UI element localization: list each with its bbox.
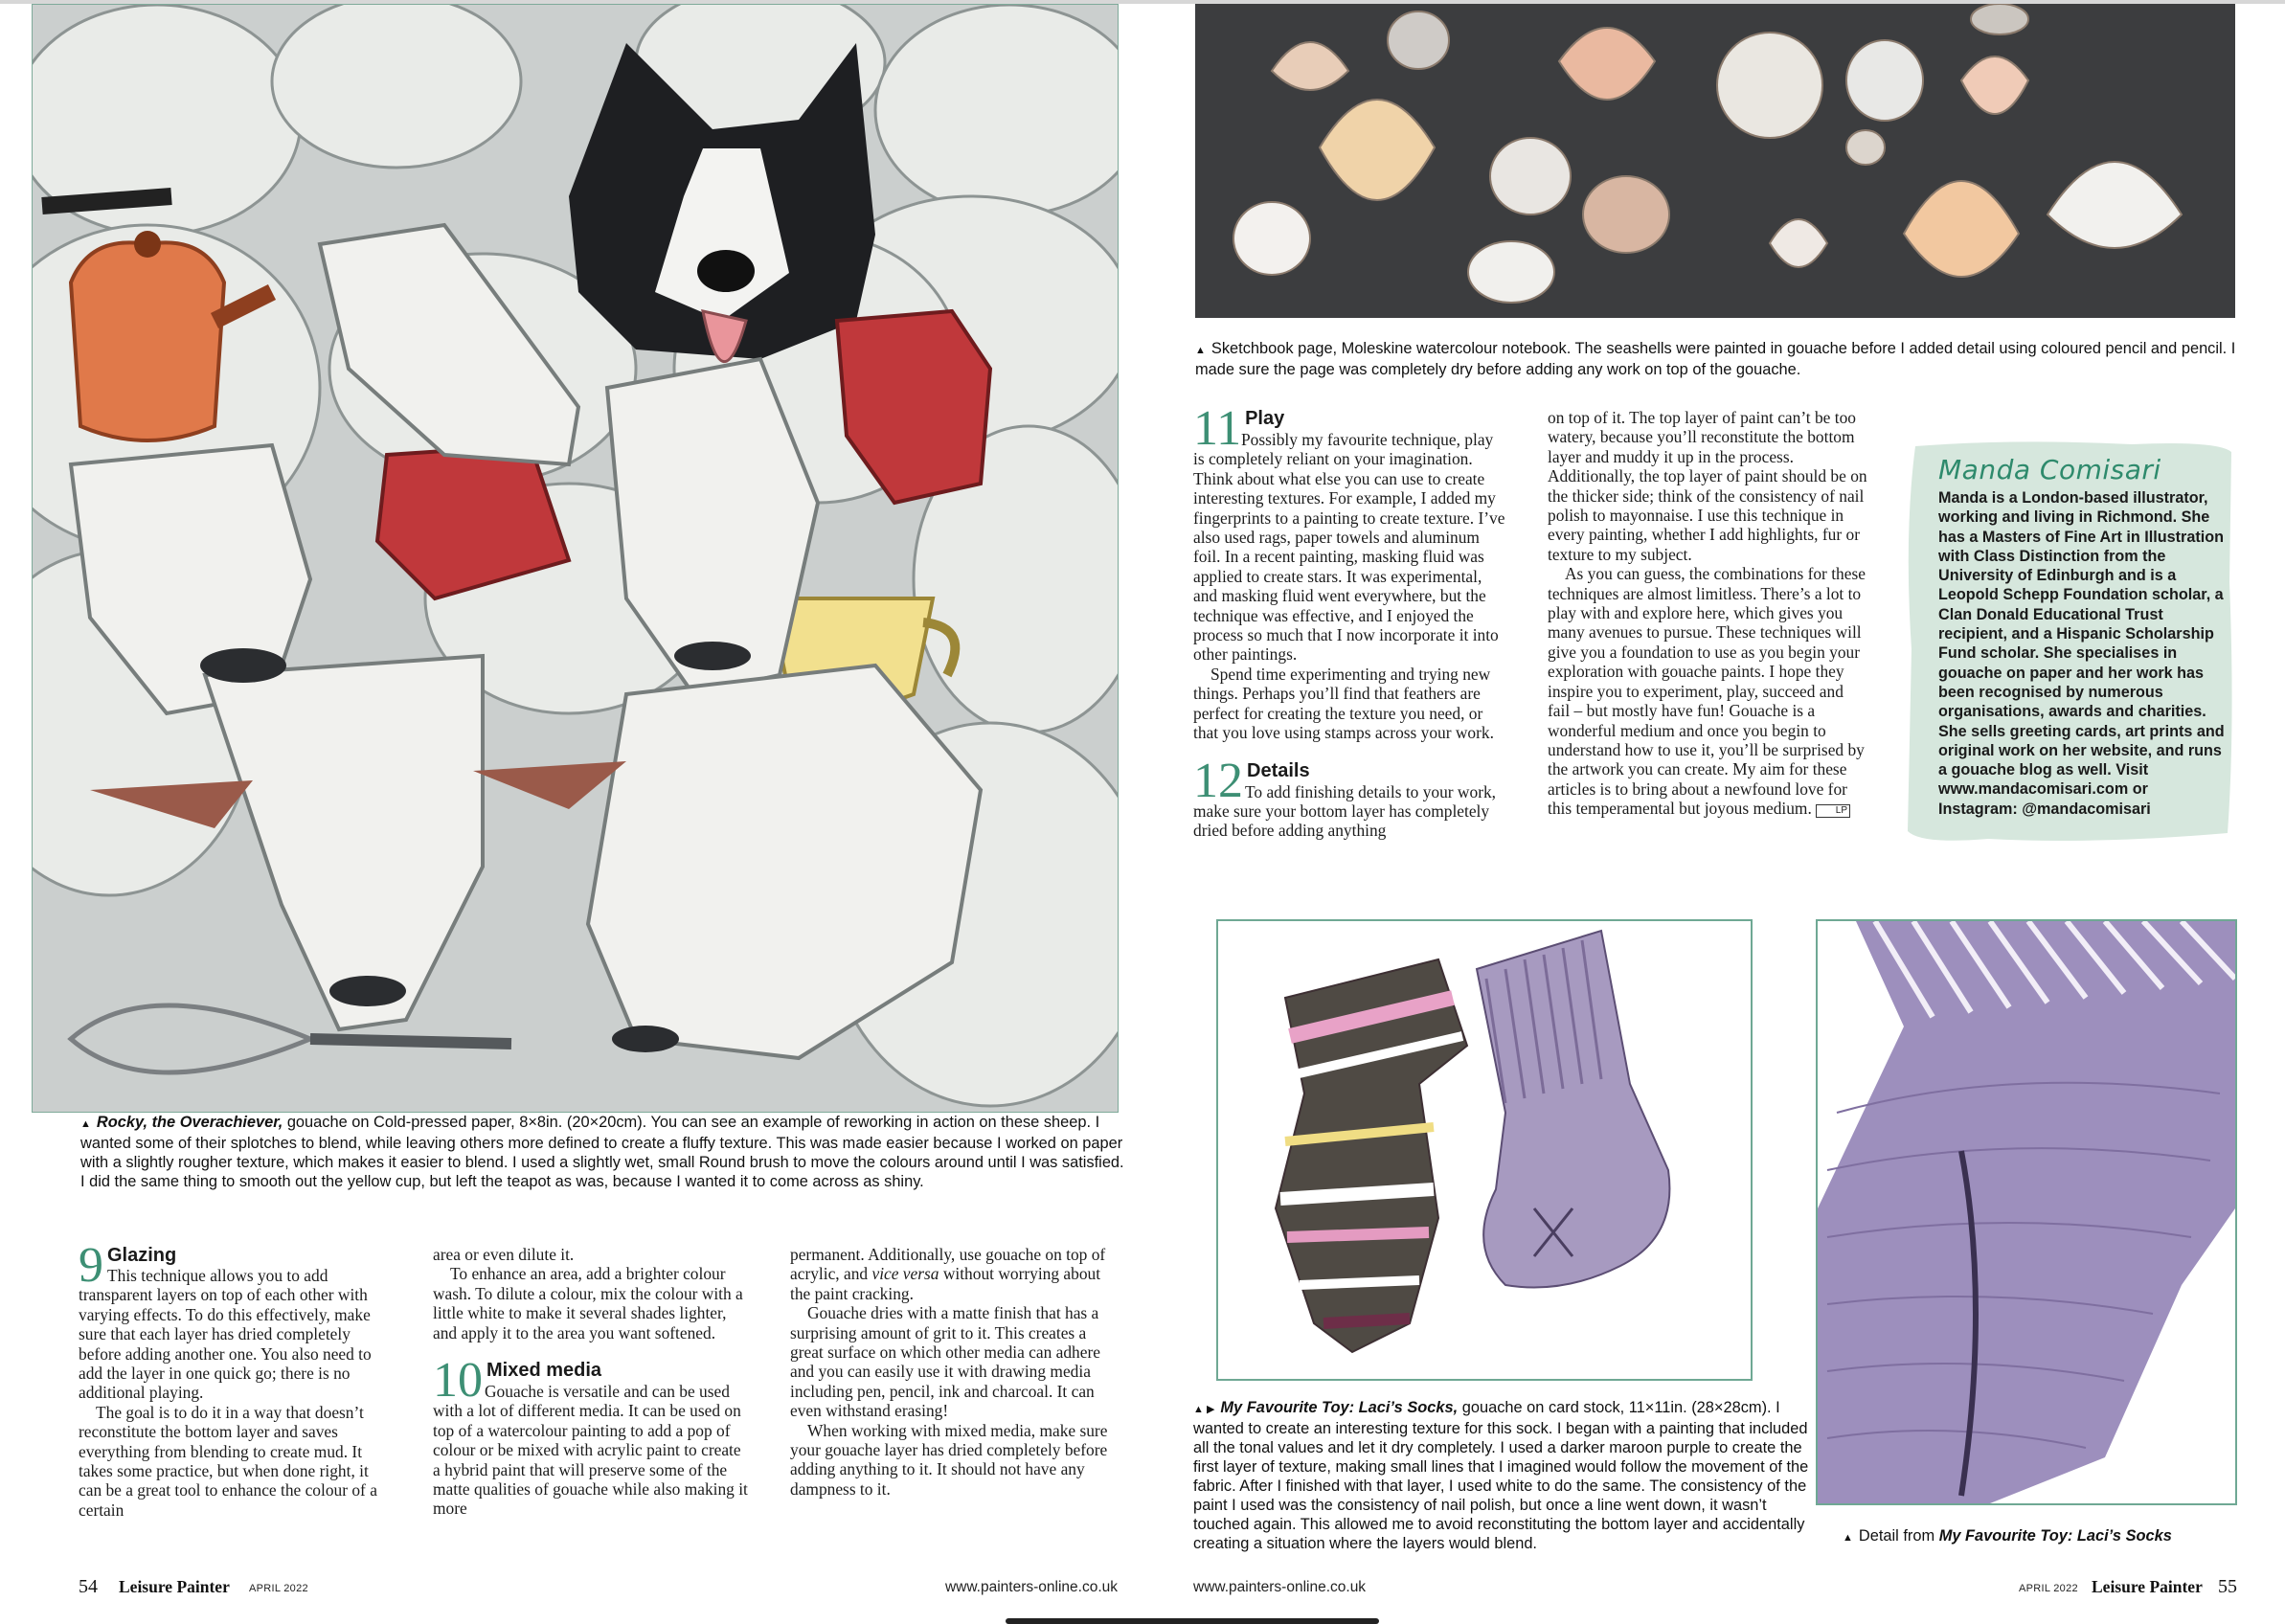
painting-caption [80,1113,1124,1191]
column-3-continuation [790,1245,1108,1303]
column-b-para-2 [1548,564,1867,818]
detail-caption-prefix: Detail from [1858,1527,1939,1545]
seashells-illustration [1195,4,2235,318]
right-footer [1193,1576,2237,1601]
left-magazine-brand: Leisure Painter [119,1577,230,1596]
sock-detail-illustration [1818,921,2235,1503]
step-12-lead: To add finishing details to your work, make sure your bottom layer has completely dried before adding anything [1193,781,1497,841]
step-11-para-2: Spend time experimenting and trying new things. Perhaps you’ll find that feathers are perfect for creating the texture you need, or that you love using stamps across your work. [1193,664,1494,743]
socks-illustration [1218,921,1751,1379]
column-3-cont-b: without worrying about the paint cracking. [790,1264,1101,1303]
step-9-title: Glazing [107,1245,177,1266]
caption-title: Rocky, the Overachiever, [96,1114,283,1131]
left-page-number: 54 [79,1576,98,1597]
step-12-number: 12 [1193,753,1243,808]
detail-caption [1843,1526,2235,1547]
right-issue-date: APRIL 2022 [2019,1583,2078,1594]
detail-caption-marker-triangle-icon: ▲ [1843,1532,1853,1544]
left-issue-date: APRIL 2022 [249,1583,308,1594]
column-3 [790,1245,1108,1499]
step-9-lead: This technique allows you to add transparent layers on top of each other with varying effects. To do this effectively, make sure that each layer has dried completely before adding another one. You also need to add the layer in one quick go; there is no additional playing. [79,1266,372,1403]
sketchbook-seashells-image [1195,4,2235,318]
detail-caption-title: My Favourite Toy: Laci’s Socks [1938,1527,2172,1545]
step-10-number: 10 [433,1353,483,1409]
painting-socks-detail [1816,919,2237,1505]
column-2-continuation: area or even dilute it. [433,1245,575,1264]
step-9-para-2: The goal is to do it in a way that doesn’t reconstitute the bottom layer and saves everything from blending to create mud. It takes some practice, but when done right, it can be a great tool to enhance the colour of a certain [79,1402,377,1520]
bio-text: Manda is a London-based illustrator, working and living in Richmond. She has a Masters of Fine Art in Illustration with Class Distinction from the University of Edinburgh and is a Leopold Schepp Foundation scholar, a Clan Donald Educational Trust recipient, and a Hispanic Scholarship Fund scholar. She specialises in gouache on paper and her work has been recognised by numerous organisations, awards and charities. She sells greeting cards, art prints and original work on her website, and runs a gouache blog as well. Visit www.mandacomisari.com or Instagram: @mandacomisari [1938,489,2225,818]
socks-caption-marker-icon: ▲ ▶ [1193,1404,1215,1415]
sketchbook-caption [1195,339,2237,379]
column-3-para-3: When working with mixed media, make sure your gouache layer has dried completely before adding anything to it. It should not have any dampness to it. [790,1420,1108,1499]
end-mark-icon: LP [1816,804,1850,818]
bio-author-name: Manda Comisari [1938,454,2161,485]
step-10-title: Mixed media [486,1360,602,1382]
column-b-continuation: on top of it. The top layer of paint can’t be too watery, because you’ll reconstitute the bottom layer and muddy it up in the process. Additionally, the top layer of paint should be on the thicker side; think of the consistency of nail polish to mayonnaise. I use this technique in every painting, whether I add highlights, fur or texture to my subject. [1548,408,1867,564]
step-12-title: Details [1247,759,1310,781]
author-bio-box [1902,439,2235,846]
sketchbook-caption-text: Sketchbook page, Moleskine watercolour notebook. The seashells were painted in gouache before I added detail using coloured pencil and pencil. I made sure the page was completely dry before adding any work on top of the gouache. [1195,340,2236,378]
socks-caption-text: gouache on card stock, 11×11in. (28×28cm). I wanted to create an interesting texture for this sock. I began with a painting that included all the tonal values and let it dry completely. I used a darker maroon purple to create the first layer of texture, making small lines that I imagined would follow the movement of the fabric. After I finished with that layer, I used white to do the same. The consistency of the paint I used was the consistency of nail polish, but once a line went down, it wasn’t touched again. This allowed me to avoid reconstituting the bottom layer and accidentally creating a situation where the layers would blend. [1193,1399,1809,1552]
caption-text: gouache on Cold-pressed paper, 8×8in. (20×20cm). You can see an example of reworking in action on these sheep. I wanted some of their splotches to blend, while leaving others more defined to create a fluffy texture. This was made easier because I worked on paper with a slightly rougher texture, which makes it easier to blend. I used a slightly wet, small Round brush to move the colours around until I was satisfied. I did the same thing to smooth out the yellow cup, but left the teapot as was, because I wanted it to come across as shiny. [80,1114,1124,1190]
column-play-details [1193,401,1507,841]
column-glazing [79,1238,383,1520]
column-3-cont-a: permanent. Additionally, use gouache on top of acrylic, and [790,1245,1106,1284]
right-website-url: www.painters-online.co.uk [1193,1579,1367,1595]
column-2-para: To enhance an area, add a brighter colour wash. To dilute a colour, mix the colour with a little white to make it several shades lighter, and apply it to the area you want softened. [433,1264,743,1342]
column-3-para-2: Gouache dries with a matte finish that has a surprising amount of grit to it. This creates a great surface on which other media can adhere and you can easily use it with drawing media including pen, pencil, ink and charcoal. It can even withstand erasing! [790,1303,1100,1421]
step-11-number: 11 [1193,401,1242,456]
column-b [1548,408,1867,819]
column-3-cont-em: vice versa [871,1264,939,1284]
step-10-lead: Gouache is versatile and can be used with a lot of different media. It can be used on top of a watercolour painting to add a pop of colour or be mixed with acrylic paint to create a hybrid paint that will preserve some of the matte qualities of gouache while also making it more [433,1382,748,1519]
right-page-number: 55 [2218,1576,2237,1597]
socks-caption-title: My Favourite Toy: Laci’s Socks, [1220,1399,1459,1416]
left-website-url: www.painters-online.co.uk [944,1579,1118,1595]
painting-rocky-the-overachiever [32,4,1119,1113]
step-9-number: 9 [79,1238,103,1293]
step-11-title: Play [1245,408,1285,429]
step-11-lead: Possibly my favourite technique, play is completely reliant on your imagination. Think about what else you can use to create interesting textures. For example, I added my fingerprints to a painting to create texture. I’ve also used rags, paper towels and aluminum foil. In a recent painting, masking fluid was applied to create stars. It was experimental, and masking fluid went everywhere, but the technique was effective, and I enjoyed the process so much that I now incorporate it into other paintings. [1193,430,1505,665]
sketchbook-caption-marker-triangle-icon: ▲ [1195,345,1206,356]
painting-lacis-socks [1216,919,1753,1381]
column-mixed-media [433,1245,751,1519]
left-footer [79,1576,1118,1601]
caption-marker-triangle-icon: ▲ [80,1118,91,1130]
column-b-para-2-text: As you can guess, the combinations for these techniques are almost limitless. There’s a lot to play with and explore here, which gives you many avenues to pursue. These techniques will give you a foundation to use as you begin your exploration with gouache paints. I hope they inspire you to experiment, play, succeed and fail – but mostly have fun! Gouache is a wonderful medium and once you begin to understand how to use it, you’ll be surprised by the artwork you can create. My aim for these articles is to bring about a newfound love for this temperamental but joyous medium. [1548,564,1866,819]
sheep-painting-illustration [33,5,1118,1112]
socks-caption [1193,1398,1825,1553]
right-magazine-brand: Leisure Painter [2092,1577,2203,1596]
bottom-scroll-indicator [1006,1618,1379,1624]
